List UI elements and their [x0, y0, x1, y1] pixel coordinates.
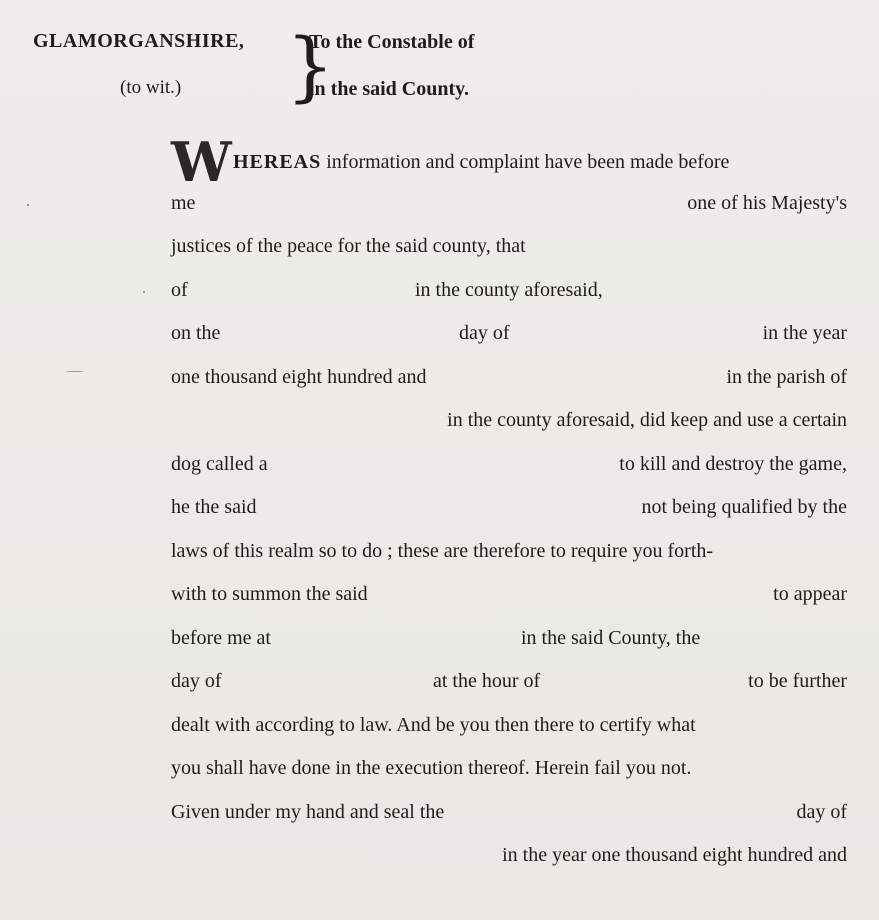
- line-segment: you shall have done in the execution thereof. Herein fail you not.: [171, 757, 692, 779]
- addressee-line-2: in the said County.: [309, 78, 470, 100]
- body-line: [171, 130, 847, 194]
- line-segment: me: [171, 191, 196, 214]
- body-line: [171, 660, 847, 704]
- line-segment: dog called a: [171, 452, 268, 475]
- line-segment: in the county aforesaid, did keep and use a certain: [447, 409, 847, 431]
- body-line: [171, 834, 847, 878]
- body-line: [171, 225, 847, 269]
- to-wit-label: (to wit.): [120, 77, 182, 98]
- line-segment: at the hour of: [433, 670, 541, 692]
- line-segment: in the parish of: [726, 365, 847, 388]
- line-segment-text: information and complaint have been made before: [326, 151, 730, 173]
- body-line: [171, 704, 847, 748]
- line-segment: one of his Majesty's: [687, 191, 847, 214]
- line-segment: in the county aforesaid,: [415, 278, 603, 301]
- line-segment: with to summon the said: [171, 583, 368, 605]
- dropcap: W: [171, 130, 230, 194]
- line-segment: day of: [796, 800, 847, 823]
- line-segment: not being qualified by the: [641, 496, 847, 518]
- line-segment: in the year one thousand eight hundred and: [502, 844, 847, 866]
- line-segment: to appear: [773, 583, 847, 605]
- line-segment: one thousand eight hundred and: [171, 365, 427, 388]
- addressee-line-1: To the Constable of: [309, 31, 475, 53]
- paper-speck: [143, 291, 145, 293]
- line-segment: day of: [171, 670, 222, 692]
- line-segment: he the said: [171, 496, 257, 518]
- line-segment: dealt with according to law. And be you then there to certify what: [171, 713, 696, 736]
- line-segment: justices of the peace for the said county, that: [171, 235, 526, 257]
- paper-speck: [66, 371, 84, 372]
- line-segment: before me at: [171, 626, 271, 649]
- body-line: [171, 617, 847, 661]
- county-heading: GLAMORGANSHIRE,: [33, 30, 245, 52]
- line-segment: to be further: [748, 670, 847, 692]
- body-line: [171, 399, 847, 443]
- body-line: [171, 573, 847, 617]
- line-segment: in the year: [762, 322, 847, 344]
- body-line: [171, 486, 847, 530]
- line-segment: in the said County, the: [521, 626, 701, 649]
- body-line: [171, 443, 847, 487]
- body-line: [171, 530, 847, 574]
- body-line: [171, 312, 847, 356]
- line-segment: [233, 141, 729, 185]
- line-segment: Given under my hand and seal the: [171, 800, 445, 823]
- whereas-word: HEREAS: [233, 151, 322, 173]
- brace-icon: }: [286, 21, 335, 110]
- body-line: [171, 269, 847, 313]
- line-segment: laws of this realm so to do ; these are therefore to require you forth-: [171, 539, 714, 562]
- body-line: [171, 356, 847, 400]
- body-line: [171, 747, 847, 791]
- body-line: [171, 791, 847, 835]
- line-segment: day of: [459, 322, 510, 344]
- body-line: [171, 182, 847, 226]
- line-segment: of: [171, 278, 188, 301]
- line-segment: to kill and destroy the game,: [619, 452, 847, 475]
- warrant-body: [171, 130, 847, 878]
- paper-speck: [27, 204, 29, 206]
- line-segment: on the: [171, 322, 221, 344]
